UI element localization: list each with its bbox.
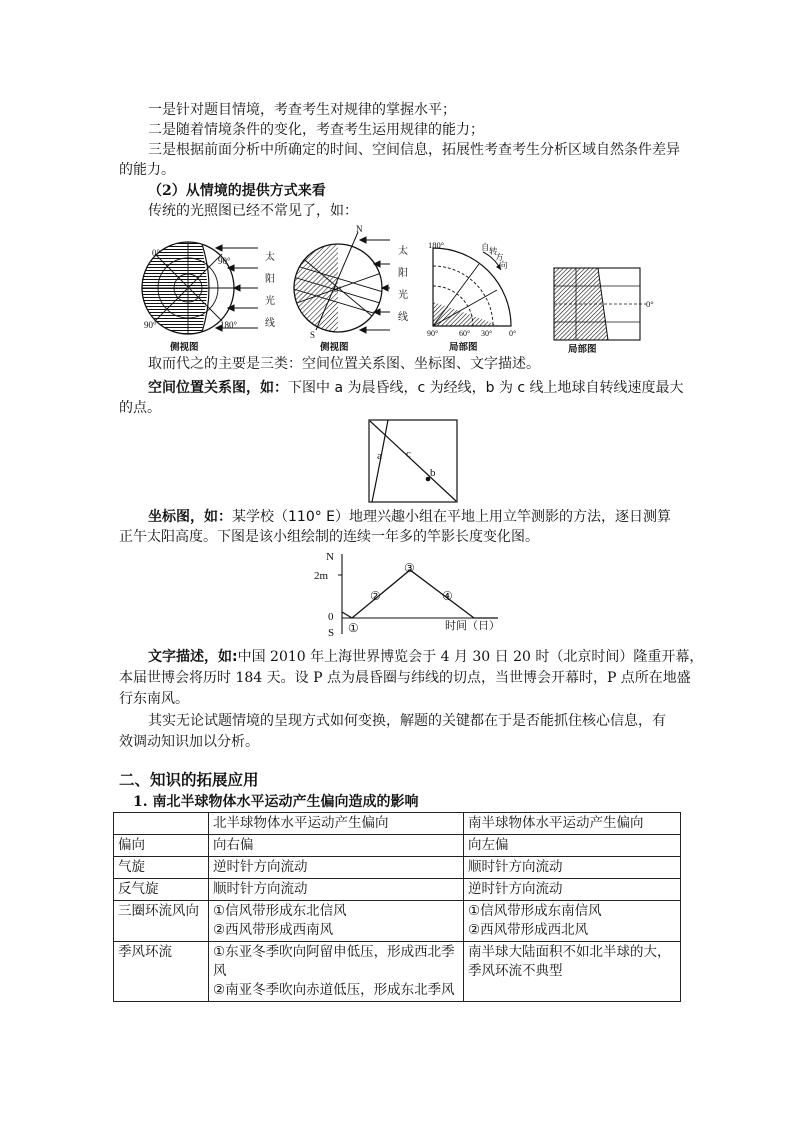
row-label	[114, 901, 209, 942]
graph-2m: 2m	[314, 570, 329, 582]
figure-side-view-1	[130, 236, 280, 354]
fig3-bottom-60: 60°	[459, 329, 471, 338]
table-header-cell	[114, 813, 209, 835]
fig2-south: S	[310, 330, 316, 340]
table-header-cell: 北半球物体水平运动产生偏向	[209, 813, 464, 835]
graph-point-2: ②	[370, 589, 381, 603]
row-label-text: 三圈环流风向	[118, 903, 199, 919]
table-row	[114, 901, 681, 942]
section-2-text: 传统的光照图已经不常见了，如：	[148, 203, 358, 219]
figure-local-view-1	[425, 240, 525, 354]
cell-line: ①信风带形成东南信风	[468, 903, 602, 919]
fig1-sun-char-4: 线	[265, 318, 275, 329]
graph-point-3: ③	[404, 561, 415, 575]
spatial-label: 空间位置关系图，如：	[148, 380, 288, 396]
spatial-b: b	[430, 467, 436, 479]
text-desc-text-1: 中国 2010 年上海世界博览会于 4 月 30 日 20 时（北京时间）隆重开幕，	[237, 649, 704, 665]
spatial-text-1: 下图中 a 为晨昏线，c 为经线，b 为 c 线上地球自转线速度最大	[288, 380, 684, 396]
fig3-bottom-0: 0°	[509, 329, 517, 338]
table-row	[114, 835, 681, 857]
coord-text-1: 某学校（110° E）地理兴趣小组在平地上用立竿测影的方法，逐日测算	[232, 509, 672, 525]
section-2-heading: （2）从情境的提供方式来看	[148, 183, 326, 199]
table-header-cell: 南半球物体水平运动产生偏向	[464, 813, 681, 835]
text-desc-line-3: 行东南风。	[119, 691, 189, 707]
fig3-rot-3: 方	[495, 252, 504, 262]
fig2-north: N	[356, 224, 363, 234]
south-cell: 逆时针方向流动	[464, 879, 681, 901]
table-row	[114, 857, 681, 879]
deflection-table	[113, 812, 681, 1002]
fig3-rot-1: 自	[481, 242, 490, 252]
north-cell: 顺时针方向流动	[209, 879, 464, 901]
cell-line: ②西风带形成西南风	[213, 922, 334, 938]
fig1-sun-char-3: 光	[265, 296, 275, 307]
cell-line: ①东亚冬季吹向阿留申低压，形成西北季风	[213, 944, 455, 979]
coord-line-1	[148, 507, 671, 527]
spatial-line-1	[148, 378, 684, 398]
north-cell	[209, 901, 464, 942]
graph-xlabel: 时间（日）	[445, 620, 500, 632]
graph-south: S	[328, 627, 335, 639]
summary-line-2: 效调动知识加以分析。	[119, 734, 259, 750]
fig1-lon-left: 90°	[144, 320, 157, 330]
fig3-rot-4: 向	[499, 260, 508, 270]
graph-point-1: ①	[348, 621, 359, 635]
graph-zero: 0	[328, 611, 334, 623]
fig1-sun-char-1: 太	[265, 252, 275, 263]
fig3-bottom-90: 90°	[427, 329, 439, 338]
intro-line-1: 一是针对题目情境，考查考生对规律的掌握水平；	[148, 102, 456, 118]
figure-local-view-2	[548, 262, 658, 354]
graph-north: N	[326, 551, 334, 563]
row-label: 季风环流	[114, 942, 209, 1002]
section-two-sub1: 1. 南北半球物体水平运动产生偏向造成的影响	[133, 794, 419, 810]
graph-point-4: ④	[442, 589, 453, 603]
fig1-sun-char-2: 阳	[265, 274, 275, 285]
section-two-heading: 二、知识的拓展应用	[119, 771, 259, 789]
fig3-rot-2: 转	[489, 246, 498, 256]
text-desc-line-1	[148, 647, 703, 667]
fig2-sun-char-3: 光	[398, 290, 408, 301]
spatial-a: a	[377, 450, 382, 462]
table-header-row	[114, 813, 681, 835]
fig4-right: 0°	[646, 299, 654, 309]
fig2-sun-char-1: 太	[398, 246, 408, 257]
row-label: 偏向	[114, 835, 209, 857]
cell-line: ②西风带形成西北风	[468, 922, 589, 938]
spatial-line-2: 的点。	[119, 400, 161, 416]
south-cell: 南半球大陆面积不如北半球的大，季风环流不典型	[464, 942, 681, 1002]
fig1-lat-top: 0°	[152, 248, 161, 258]
fig2-center: 0°	[334, 284, 342, 294]
coord-line-2: 正午太阳高度。下图是该小组绘制的连续一年多的竿影长度变化图。	[119, 529, 539, 545]
spatial-figure	[368, 419, 460, 505]
row-label: 反气旋	[114, 879, 209, 901]
fig1-lat-mid: 90°	[218, 256, 231, 266]
table-row	[114, 942, 681, 1002]
table-row	[114, 879, 681, 901]
fig2-sun-char-4: 线	[398, 312, 408, 323]
fig2-caption: 侧视图	[320, 343, 349, 353]
replace-paragraph: 取而代之的主要是三类：空间位置关系图、坐标图、文字描述。	[148, 356, 540, 372]
row-label: 气旋	[114, 857, 209, 879]
fig4-caption: 局部图	[568, 345, 597, 355]
fig1-caption: 侧视图	[170, 343, 199, 353]
fig3-bottom-30: 30°	[481, 329, 493, 338]
north-cell: 逆时针方向流动	[209, 857, 464, 879]
fig1-lon-bottom: 180°	[220, 320, 238, 330]
summary-line-1: 其实无论试题情境的呈现方式如何变换，解题的关键都在于是否能抓住核心信息，有	[148, 713, 666, 729]
shadow-graph	[312, 548, 512, 640]
cell-line: ①信风带形成东北信风	[213, 903, 347, 919]
text-desc-label: 文字描述，如:	[148, 649, 238, 665]
south-cell: 顺时针方向流动	[464, 857, 681, 879]
cell-line: ②南亚冬季吹向赤道低压，形成东北季风	[213, 982, 455, 998]
fig3-top: 180°	[428, 240, 445, 250]
north-cell	[209, 942, 464, 1002]
south-cell: 向左偏	[464, 835, 681, 857]
fig3-caption: 局部图	[449, 343, 478, 353]
intro-line-3a: 三是根据前面分析中所确定的时间、空间信息，拓展性考查考生分析区域自然条件差异	[148, 142, 680, 158]
south-cell	[464, 901, 681, 942]
north-cell: 向右偏	[209, 835, 464, 857]
spatial-c: c	[406, 448, 411, 460]
intro-line-3b: 的能力。	[119, 162, 175, 178]
figure-side-view-2	[290, 226, 425, 354]
text-desc-line-2: 本届世博会将历时 184 天。设 P 点为晨昏圈与纬线的切点，当世博会开幕时，P 点所在地盛	[119, 670, 691, 686]
intro-line-2: 二是随着情境条件的变化，考查考生运用规律的能力；	[148, 122, 484, 138]
coord-label: 坐标图，如：	[148, 509, 232, 525]
fig2-sun-char-2: 阳	[398, 268, 408, 279]
